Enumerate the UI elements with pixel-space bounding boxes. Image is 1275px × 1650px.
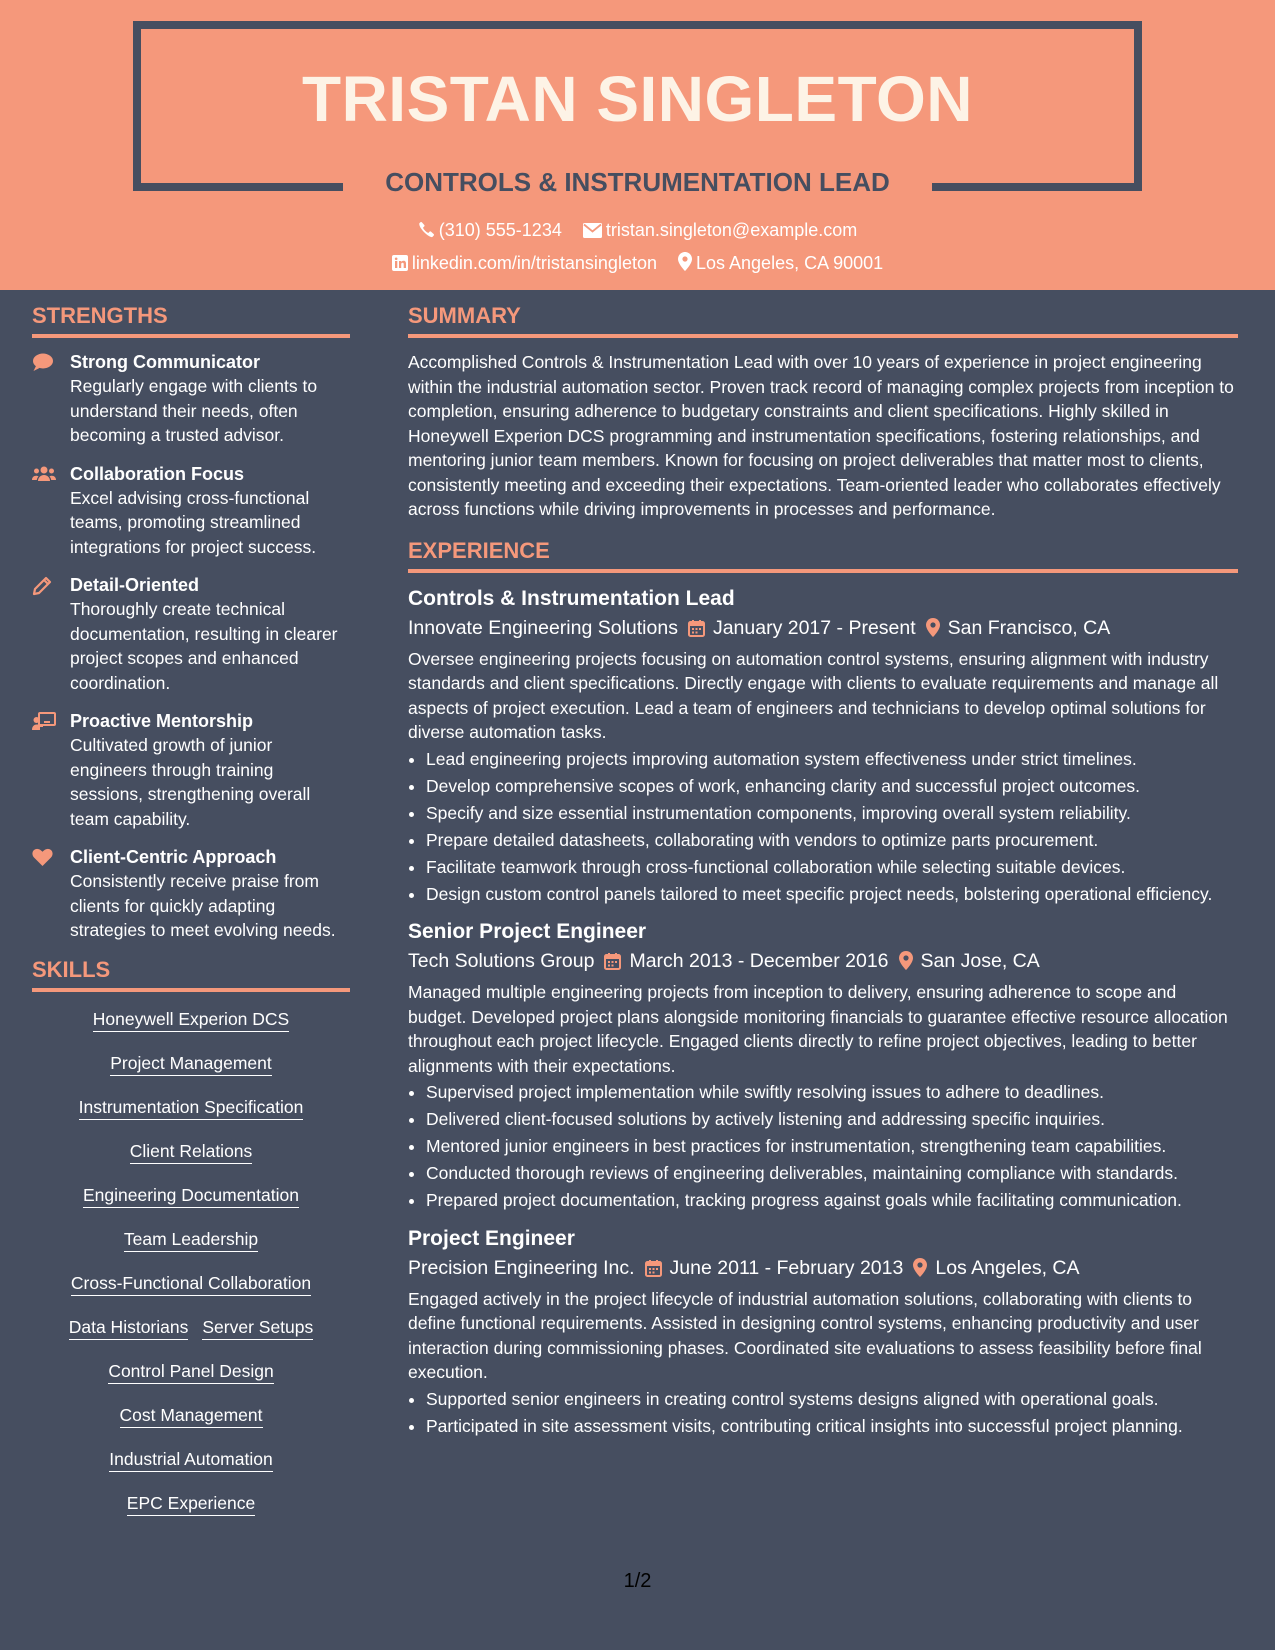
bullet-item: • Mentored junior engineers in best practices for instrumentation, strengthening team capabilities.	[426, 1134, 1238, 1159]
skill-tag: Control Panel Design	[108, 1360, 273, 1384]
location-text: Los Angeles, CA 90001	[696, 253, 884, 273]
bullet-item: • Facilitate teamwork through cross-functional collaboration while selecting suitable devices.	[426, 855, 1238, 880]
job-title: Project Engineer	[408, 1226, 575, 1250]
skill-tag: Cost Management	[120, 1404, 263, 1428]
bullet-item: • Lead engineering projects improving automation system effectiveness under strict timelines.	[426, 747, 1238, 772]
job-bullets	[408, 747, 1238, 907]
strength-description: Consistently receive praise from clients for quickly adapting strategies to meet evolving needs.	[70, 871, 336, 940]
job-meta	[408, 613, 1238, 643]
experience-heading: EXPERIENCE	[408, 538, 1238, 573]
skill-tag: Industrial Automation	[109, 1448, 272, 1472]
users-icon	[32, 465, 56, 483]
bullet-item: • Prepared project documentation, tracking progress against goals while facilitating communication.	[426, 1188, 1238, 1213]
skill-tag: Server Setups	[202, 1316, 313, 1340]
comment-icon	[32, 353, 54, 372]
skill-tag: Cross-Functional Collaboration	[71, 1272, 311, 1296]
skill-tag: EPC Experience	[127, 1492, 255, 1516]
job-entry	[408, 585, 1238, 907]
linkedin-contact[interactable]	[392, 253, 662, 273]
job-title: Controls & Instrumentation Lead	[408, 586, 735, 610]
strength-title: Detail-Oriented	[70, 575, 200, 595]
linkedin-text: linkedin.com/in/tristansingleton	[411, 253, 657, 273]
skills-heading: SKILLS	[32, 957, 350, 992]
summary-heading: SUMMARY	[408, 303, 1238, 338]
skill-tag: Honeywell Experion DCS	[93, 1008, 289, 1032]
job-dates: March 2013 - December 2016	[629, 950, 889, 972]
job-dates: June 2011 - February 2013	[669, 1256, 904, 1279]
heart-icon	[32, 848, 53, 867]
job-meta	[408, 1253, 1238, 1283]
company-name: Innovate Engineering Solutions	[408, 616, 678, 639]
skill-tag: Team Leadership	[124, 1228, 258, 1252]
job-description: Engaged actively in the project lifecycle of industrial automation solutions, collaborating with clients to define functional requirements. Assisted in designing control systems, enhancing productivity and user interaction during commissioning phases. Coordinated site evaluations to assess feasibility before final execution.	[408, 1288, 1202, 1382]
bullet-item: • Conducted thorough reviews of engineering deliverables, maintaining compliance with standards.	[426, 1161, 1238, 1186]
strengths-heading: STRENGTHS	[32, 303, 350, 338]
strength-title: Proactive Mentorship	[70, 711, 254, 731]
location-contact	[678, 253, 883, 273]
job-entry	[408, 918, 1238, 1213]
strength-item	[32, 462, 350, 560]
strength-item	[32, 350, 350, 448]
left-column	[32, 303, 350, 1536]
contact-row-2	[0, 252, 1275, 274]
pencil-icon	[32, 576, 52, 596]
company-name: Precision Engineering Inc.	[408, 1256, 635, 1279]
summary-text: Accomplished Controls & Instrumentation Lead with over 10 years of experience in project engineering within the industrial automation sector. Proven track record of managing complex projects from inception to completion, ensuring adherence to budgetary constraints and client specifications. Highly skilled in Honeywell Experion DCS programming and instrumentation specifications, fostering relationships, and mentoring junior team members. Known for focusing on project deliverables that matter most to clients, consistently meeting and exceeding their expectations. Team-oriented leader who collaborates effectively across functions while driving improvements in processes and performance.	[408, 352, 1234, 519]
skills-list	[32, 1004, 350, 1516]
job-bullets	[408, 1387, 1238, 1439]
job-location: San Jose, CA	[920, 950, 1040, 972]
strength-item	[32, 709, 350, 831]
envelope-icon	[583, 223, 602, 238]
skill-tag: Engineering Documentation	[83, 1184, 299, 1208]
job-title-heading: CONTROLS & INSTRUMENTATION LEAD	[385, 167, 890, 197]
calendar-icon	[604, 952, 621, 970]
company-name: Tech Solutions Group	[408, 950, 595, 972]
job-title: Senior Project Engineer	[408, 920, 647, 943]
chalkboard-teacher-icon	[32, 712, 56, 731]
right-column	[408, 303, 1238, 1450]
email-text: tristan.singleton@example.com	[605, 220, 858, 240]
job-description: Oversee engineering projects focusing on automation control systems, ensuring alignment with industry standards and client specifications. Directly engage with clients to evaluate requirements and manage all aspects of project execution. Lead a team of engineers and technicians to develop optimal solutions for diverse automation tasks.	[408, 648, 1219, 742]
strength-description: Thoroughly create technical documentation, resulting in clearer project scopes and enhanced coordination.	[70, 599, 338, 693]
map-marker-icon	[913, 1258, 927, 1277]
contact-row-1	[0, 220, 1275, 241]
strength-description: Excel advising cross-functional teams, promoting streamlined integrations for project success.	[70, 487, 317, 557]
job-location: San Francisco, CA	[947, 616, 1111, 639]
phone-contact[interactable]	[418, 220, 567, 240]
email-contact[interactable]	[583, 220, 857, 240]
linkedin-icon	[392, 255, 408, 271]
map-marker-icon	[678, 252, 692, 271]
job-location: Los Angeles, CA	[935, 1256, 1080, 1279]
bullet-item: • Supervised project implementation while swiftly resolving issues to adhere to deadlines.	[426, 1080, 1238, 1105]
job-bullets	[408, 1080, 1238, 1213]
bullet-item: • Supported senior engineers in creating control systems designs aligned with operational goals.	[426, 1387, 1238, 1412]
bullet-item: • Design custom control panels tailored to meet specific project needs, bolstering operational efficiency.	[426, 882, 1238, 907]
skill-tag: Data Historians	[69, 1316, 189, 1340]
job-meta	[408, 946, 1238, 976]
bullet-item: • Delivered client-focused solutions by actively listening and addressing specific inquiries.	[426, 1107, 1238, 1132]
job-entry	[408, 1225, 1238, 1439]
bullet-item: • Develop comprehensive scopes of work, enhancing clarity and successful project outcomes.	[426, 774, 1238, 799]
calendar-icon	[688, 619, 705, 637]
skill-tag: Project Management	[110, 1052, 271, 1076]
phone-text: (310) 555-1234	[438, 220, 562, 240]
strength-item	[32, 573, 350, 695]
job-dates: January 2017 - Present	[712, 616, 916, 639]
calendar-icon	[645, 1259, 662, 1277]
header-banner	[0, 0, 1275, 290]
strength-description: Cultivated growth of junior engineers through training sessions, strengthening overall team capability.	[70, 735, 311, 829]
skill-tag: Client Relations	[130, 1140, 253, 1164]
strength-item	[32, 845, 350, 943]
page-number: 1/2	[623, 1570, 652, 1592]
bullet-item: • Prepare detailed datasheets, collaborating with vendors to optimize parts procurement.	[426, 828, 1238, 853]
strength-title: Client-Centric Approach	[70, 847, 277, 867]
strength-description: Regularly engage with clients to understand their needs, often becoming a trusted advisor.	[70, 376, 318, 445]
map-marker-icon	[926, 618, 940, 637]
map-marker-icon	[899, 951, 913, 970]
skill-tag: Instrumentation Specification	[79, 1096, 304, 1120]
strength-title: Collaboration Focus	[70, 463, 245, 484]
candidate-name: TRISTAN SINGLETON	[301, 63, 974, 135]
strength-title: Strong Communicator	[70, 352, 261, 372]
job-description: Managed multiple engineering projects from inception to delivery, ensuring adherence to scope and budget. Developed project plans alongside monitoring financials to guarantee effective resource allocation throughout each project lifecycle. Engaged clients directly to refine project objectives, leading to better alignments with their expectations.	[408, 982, 1228, 1076]
phone-icon	[418, 221, 435, 238]
bullet-item: • Specify and size essential instrumentation components, improving overall system reliability.	[426, 801, 1238, 826]
bullet-item: • Participated in site assessment visits, contributing critical insights into successful project planning.	[426, 1414, 1238, 1439]
